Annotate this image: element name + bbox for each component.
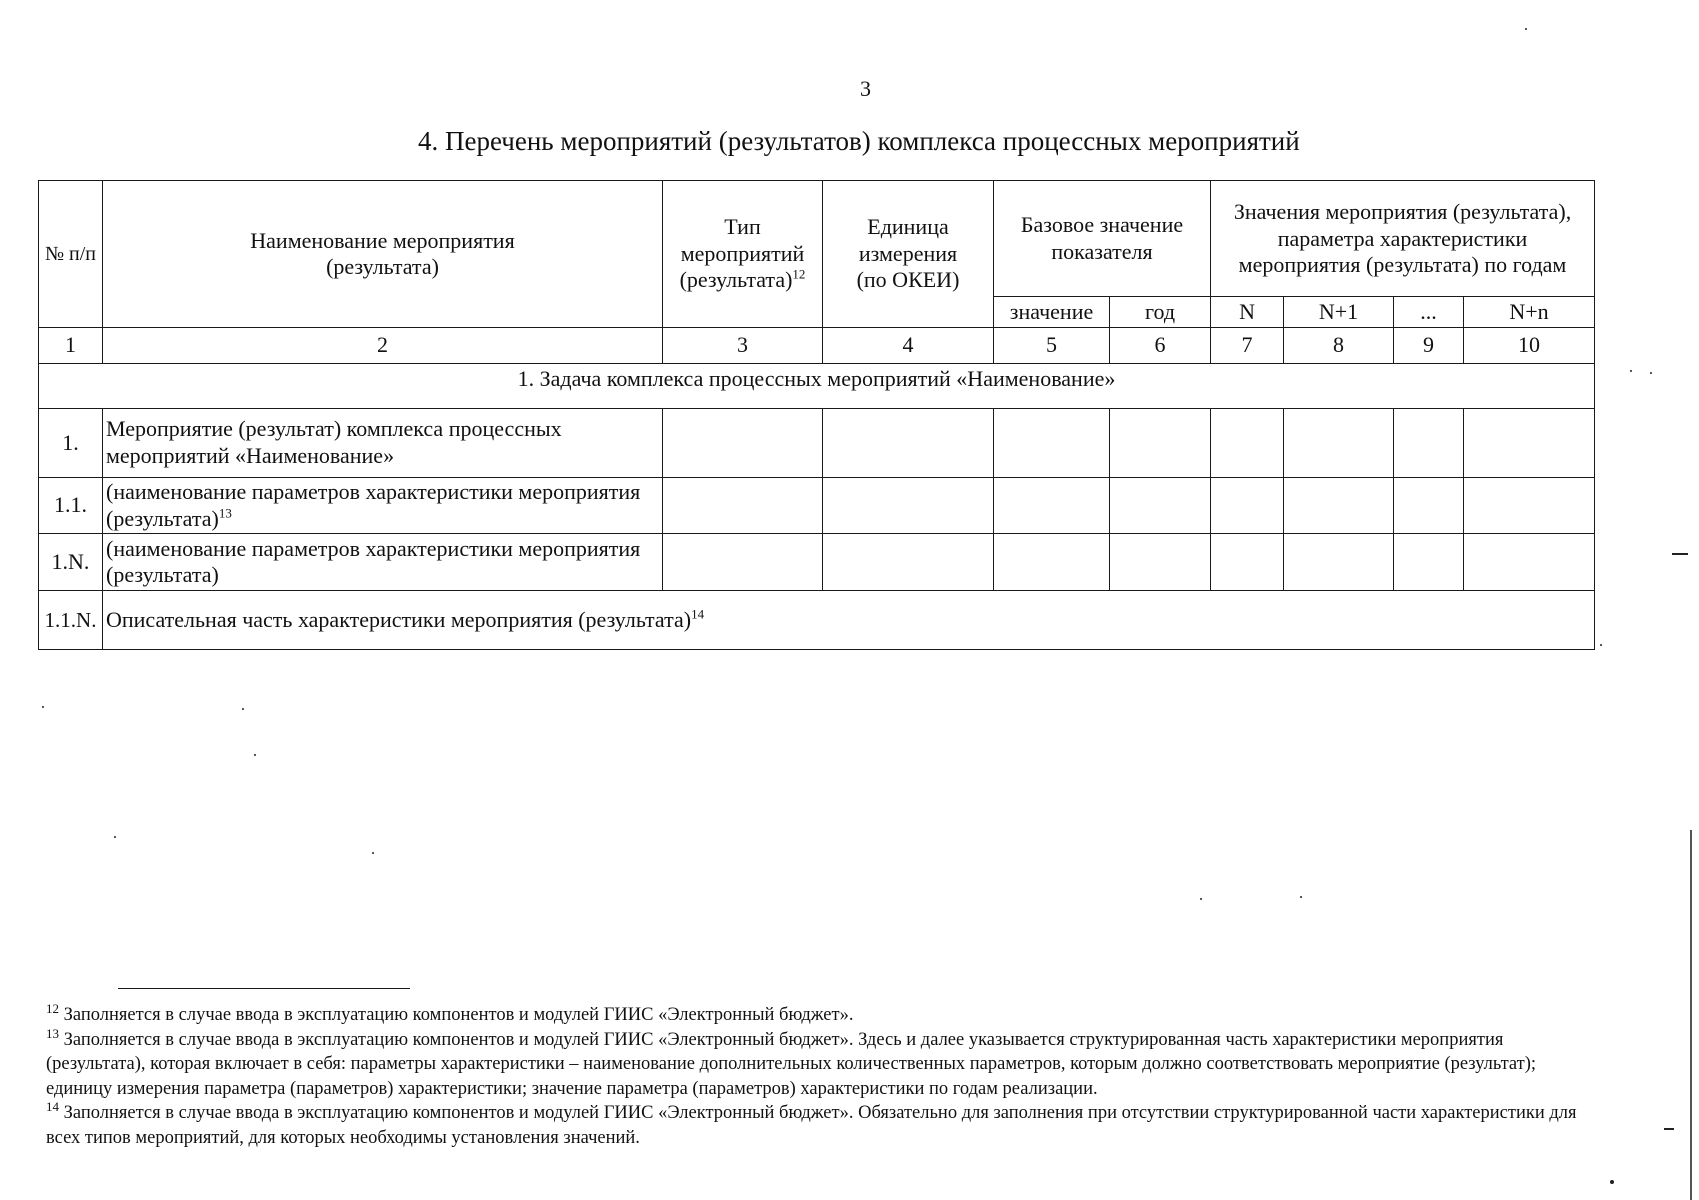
scan-speck <box>1600 644 1602 646</box>
scan-edge <box>1690 830 1692 1200</box>
header-base: Базовое значение показателя <box>994 181 1211 297</box>
column-number: 10 <box>1464 327 1595 363</box>
scan-speck <box>42 706 44 708</box>
row-num: 1. <box>39 408 103 477</box>
empty-cell <box>823 477 994 534</box>
footnote-mark: 14 <box>46 1098 59 1114</box>
footnote-ref-14: 14 <box>691 606 705 622</box>
footnote-12 <box>46 1000 1586 1028</box>
empty-cell <box>1394 477 1464 534</box>
empty-cell <box>1464 534 1595 591</box>
row-num: 1.1. <box>39 477 103 534</box>
header-year-n1: N+1 <box>1284 297 1394 327</box>
footnote-text: Заполняется в случае ввода в эксплуатацию компонентов и модулей ГИИС «Электронный бюджет». Обязательно для заполнения при отсутствии структурированной части характеристики для всех типов мероприятий, для которых необходимы установления значений. <box>46 1103 1577 1148</box>
column-number: 8 <box>1284 327 1394 363</box>
section-heading: 4. Перечень мероприятий (результатов) комплекса процессных мероприятий <box>418 126 1300 156</box>
description-cell <box>103 591 1595 650</box>
footnote-text: Заполняется в случае ввода в эксплуатацию компонентов и модулей ГИИС «Электронный бюджет». <box>63 1005 854 1025</box>
section-title: 1. Задача комплекса процессных мероприятий «Наименование» <box>39 364 1595 409</box>
scan-mark <box>1672 553 1688 555</box>
table-row <box>39 534 1595 591</box>
scan-speck <box>1610 1180 1614 1184</box>
empty-cell <box>1464 477 1595 534</box>
row-name: (наименование параметров характеристики мероприятия (результата) <box>103 534 663 591</box>
empty-cell <box>994 477 1110 534</box>
empty-cell <box>1394 408 1464 477</box>
footnote-13 <box>46 1025 1586 1102</box>
empty-cell <box>1284 534 1394 591</box>
footnote-text: Заполняется в случае ввода в эксплуатацию компонентов и модулей ГИИС «Электронный бюджет». Здесь и далее указывается структурированная часть характеристики мероприятия (результата), которая включает в себя: параметры характеристики – наименование дополнительных количественных параметров, которым должно соответствовать мероприятие (результат); единицу измерения параметра (параметров) характеристики; значение параметра (параметров) характеристики по годам реализации. <box>46 1029 1537 1099</box>
empty-cell <box>1211 477 1284 534</box>
scan-mark <box>1664 1128 1674 1130</box>
empty-cell <box>1211 408 1284 477</box>
footnote-ref-12: 12 <box>792 266 806 282</box>
header-yearly: Значения мероприятия (результата), параметра характеристики мероприятия (результата) по годам <box>1211 181 1595 297</box>
scan-speck <box>1200 898 1202 900</box>
empty-cell <box>1464 408 1595 477</box>
header-row <box>39 181 1595 297</box>
column-number: 1 <box>39 327 103 363</box>
footnote-ref-13: 13 <box>218 505 232 521</box>
empty-cell <box>1284 408 1394 477</box>
footnote-14 <box>46 1098 1586 1150</box>
empty-cell <box>823 534 994 591</box>
row-num: 1.N. <box>39 534 103 591</box>
scan-speck <box>254 754 256 756</box>
scan-speck <box>1630 370 1632 372</box>
table-row <box>39 408 1595 477</box>
footnote-mark: 13 <box>46 1025 59 1041</box>
row-name: Мероприятие (результат) комплекса процессных мероприятий «Наименование» <box>103 408 663 477</box>
scan-speck <box>1650 372 1652 374</box>
empty-cell <box>823 408 994 477</box>
header-num: № п/п <box>39 181 103 328</box>
empty-cell <box>1110 408 1211 477</box>
column-number: 6 <box>1110 327 1211 363</box>
header-name: Наименование мероприятия (результата) <box>103 181 663 328</box>
header-year-dots: ... <box>1394 297 1464 327</box>
table-row <box>39 477 1595 534</box>
scan-speck <box>1525 28 1527 30</box>
column-number: 5 <box>994 327 1110 363</box>
footnote-separator <box>118 988 410 989</box>
scan-speck <box>1300 896 1302 898</box>
scan-speck <box>372 852 374 854</box>
empty-cell <box>994 408 1110 477</box>
description-text: Описательная часть характеристики мероприятия (результата) <box>106 606 692 632</box>
empty-cell <box>1110 477 1211 534</box>
footnotes <box>46 1000 1586 1150</box>
empty-cell <box>663 477 823 534</box>
measures-table <box>38 180 1595 650</box>
header-base-value: значение <box>994 297 1110 327</box>
header-year-nn: N+n <box>1464 297 1595 327</box>
column-numbers-row <box>39 327 1595 363</box>
footnote-mark: 12 <box>46 1000 59 1016</box>
column-number: 4 <box>823 327 994 363</box>
header-type <box>663 181 823 328</box>
empty-cell <box>1394 534 1464 591</box>
empty-cell <box>994 534 1110 591</box>
empty-cell <box>663 534 823 591</box>
header-year-n: N <box>1211 297 1284 327</box>
empty-cell <box>1211 534 1284 591</box>
empty-cell <box>1284 477 1394 534</box>
row-num: 1.1.N. <box>39 591 103 650</box>
description-row <box>39 591 1595 650</box>
scan-speck <box>242 708 244 710</box>
header-unit: Единица измерения (по ОКЕИ) <box>823 181 994 328</box>
empty-cell <box>663 408 823 477</box>
section-row <box>39 364 1595 409</box>
empty-cell <box>1110 534 1211 591</box>
page-number: 3 <box>860 76 871 101</box>
column-number: 9 <box>1394 327 1464 363</box>
column-number: 3 <box>663 327 823 363</box>
column-number: 2 <box>103 327 663 363</box>
header-type-text: Тип мероприятий (результата) <box>679 214 805 293</box>
column-number: 7 <box>1211 327 1284 363</box>
scan-speck <box>114 836 116 838</box>
header-base-year: год <box>1110 297 1211 327</box>
row-name: (наименование параметров характеристики мероприятия (результата) <box>106 479 641 531</box>
row-name-cell <box>103 477 663 534</box>
